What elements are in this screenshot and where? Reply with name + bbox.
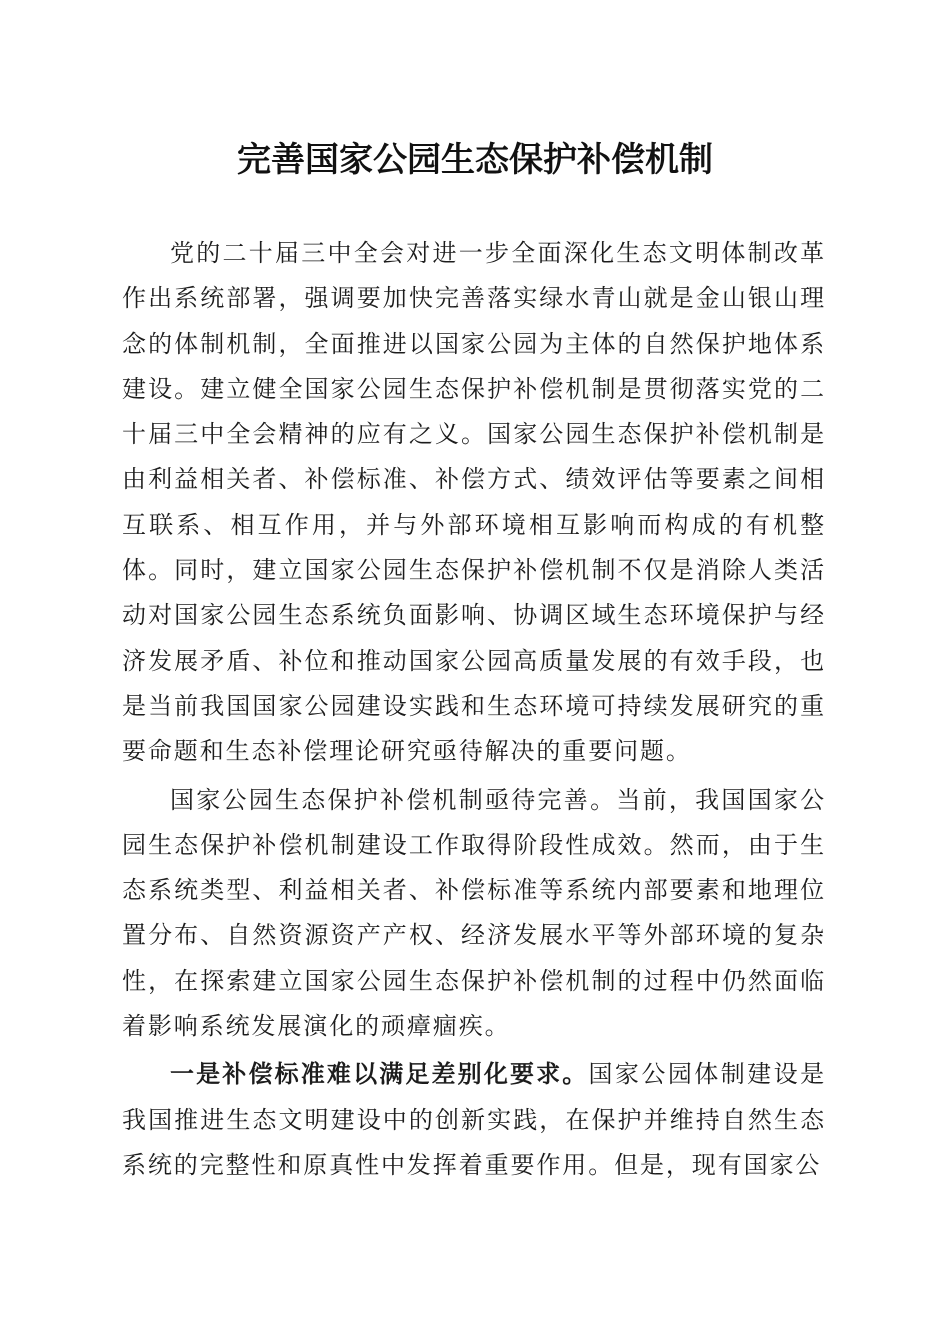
paragraph-mechanism-needs-improvement bbox=[122, 778, 826, 1050]
paragraph-mechanism-text: 国家公园生态保护补偿机制亟待完善。当前，我国国家公园生态保护补偿机制建设工作取得阶段性成效。然而，由于生态系统类型、利益相关者、补偿标准等系统内部要素和地理位置分布、自然资源资产产权、经济发展水平等外部环境的复杂性，在探索建立国家公园生态保护补偿机制的过程中仍然面临着影响系统发展演化的顽瘴痼疾。 bbox=[122, 785, 826, 1041]
paragraph-intro bbox=[122, 231, 826, 775]
document-body bbox=[122, 231, 826, 1188]
paragraph-intro-text: 党的二十届三中全会对进一步全面深化生态文明体制改革作出系统部署，强调要加快完善落实绿水青山就是金山银山理念的体制机制，全面推进以国家公园为主体的自然保护地体系建设。建立健全国家公园生态保护补偿机制是贯彻落实党的二十届三中全会精神的应有之义。国家公园生态保护补偿机制是由利益相关者、补偿标准、补偿方式、绩效评估等要素之间相互联系、相互作用，并与外部环境相互影响而构成的有机整体。同时，建立国家公园生态保护补偿机制不仅是消除人类活动对国家公园生态系统负面影响、协调区域生态环境保护与经济发展矛盾、补位和推动国家公园高质量发展的有效手段，也是当前我国国家公园建设实践和生态环境可持续发展研究的重要命题和生态补偿理论研究亟待解决的重要问题。 bbox=[122, 239, 826, 766]
document-title: 完善国家公园生态保护补偿机制 bbox=[237, 140, 713, 180]
paragraph-point-one bbox=[122, 1052, 826, 1188]
paragraph-point-one-lead: 一是补偿标准难以满足差别化要求。 bbox=[170, 1060, 589, 1089]
paragraph-point-one-text: 国家公园体制建设是我国推进生态文明建设中的创新实践，在保护并维持自然生态系统的完整性和原真性中发挥着重要作用。但是，现有国家公 bbox=[122, 1060, 826, 1179]
